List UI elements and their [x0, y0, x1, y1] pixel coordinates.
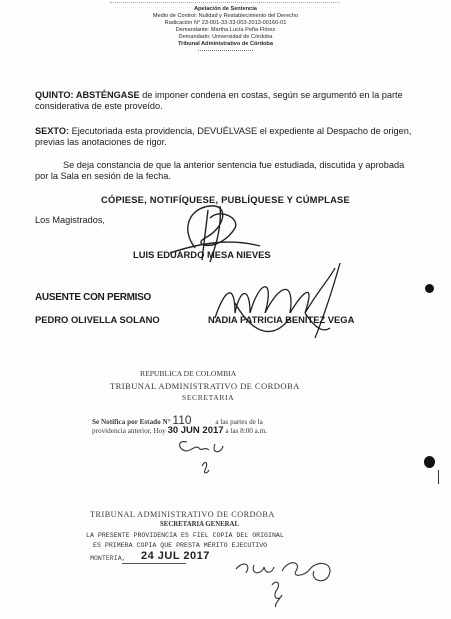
- stamp2-place: MONTERIA,: [90, 555, 126, 562]
- punch-hole-bottom: [424, 456, 435, 468]
- sexto-label: SEXTO:: [35, 126, 70, 136]
- header-line-4: Demandante: Martha Lucía Peña Flórez: [175, 27, 276, 33]
- stamp1-line1: REPUBLICA DE COLOMBIA: [140, 369, 237, 378]
- paragraph-sexto: [35, 126, 415, 148]
- stamp2-line2: SECRETARIA GENERAL: [160, 521, 240, 528]
- stamp1-providencia: [92, 425, 267, 436]
- stamp1-time: a las 8:00 a.m.: [225, 427, 268, 435]
- stamp1-notifica-suffix: a las partes de la: [215, 418, 263, 426]
- stamp2-line4: ES PRIMERA COPIA QUE PRESTA MÉRITO EJECUTIVO: [93, 542, 268, 549]
- quinto-text: de imponer condena en costas, según se argumentó en la parte considerativa de este proveído.: [35, 90, 403, 112]
- stamp2-signature: [232, 555, 342, 610]
- magistrados-label: Los Magistrados,: [35, 215, 105, 225]
- stamp1-notifica-prefix: Se Notifica por Estado N°: [92, 418, 171, 426]
- stamp2-date: 24 JUL 2017: [141, 550, 210, 562]
- signer-nadia: NADIA PATRICIA BENÍTEZ VEGA: [208, 314, 355, 325]
- margin-mark: [438, 470, 439, 484]
- sexto-text: Ejecutoriada esta providencia, DEVUÉLVASE el expediente al Despacho de origen, previas las anotaciones de rigor.: [35, 126, 412, 148]
- header-divider: [198, 50, 253, 51]
- stamp2-line1: TRIBUNAL ADMINISTRATIVO DE CORDOBA: [90, 510, 275, 519]
- paragraph-constancia: Se deja constancia de que la anterior sentencia fue estudiada, discutida y aprobada por la Sala en sesión de la fecha.: [35, 160, 405, 182]
- signature-nadia: [205, 258, 355, 343]
- stamp2-line3: LA PRESENTE PROVIDENCIA ES FIEL COPIA DEL ORIGINAL: [86, 532, 284, 539]
- signer-pedro: PEDRO OLIVELLA SOLANO: [35, 314, 160, 325]
- ausente-stamp: AUSENTE CON PERMISO: [35, 292, 151, 303]
- stamp1-line2: TRIBUNAL ADMINISTRATIVO DE CORDOBA: [110, 381, 300, 391]
- stamp1-line3: SECRETARIA: [182, 393, 235, 402]
- closing-formula: CÓPIESE, NOTIFÍQUESE, PUBLÍQUESE Y CÚMPLASE: [101, 194, 350, 205]
- quinto-label: QUINTO: ABSTÉNGASE: [35, 90, 140, 100]
- punch-hole-top: [425, 284, 434, 293]
- top-edge-mark: [110, 2, 340, 3]
- header-line-2: Medio de Control: Nulidad y Restablecimiento del Derecho: [152, 13, 299, 19]
- header-line-1: Apelación de Sentencia: [194, 6, 257, 12]
- header-line-5: Demandado: Universidad de Córdoba: [178, 34, 273, 40]
- stamp1-date: 30 JUN 2017: [167, 425, 224, 436]
- header-line-3: Radicación N° 23-001-33-33-003-2013-00160-01: [164, 20, 287, 26]
- signer-luis: LUIS EDUARDO MESA NIEVES: [133, 249, 271, 260]
- stamp1-providencia-prefix: providencia anterior, Hoy: [92, 427, 166, 435]
- stamp2-place-underline: [122, 563, 186, 564]
- paragraph-quinto: [35, 90, 415, 112]
- header-line-6: Tribunal Administrativo de Córdoba: [178, 41, 273, 47]
- document-header: [0, 6, 451, 48]
- stamp1-initials: [175, 436, 235, 476]
- estado-number: 110: [172, 413, 192, 427]
